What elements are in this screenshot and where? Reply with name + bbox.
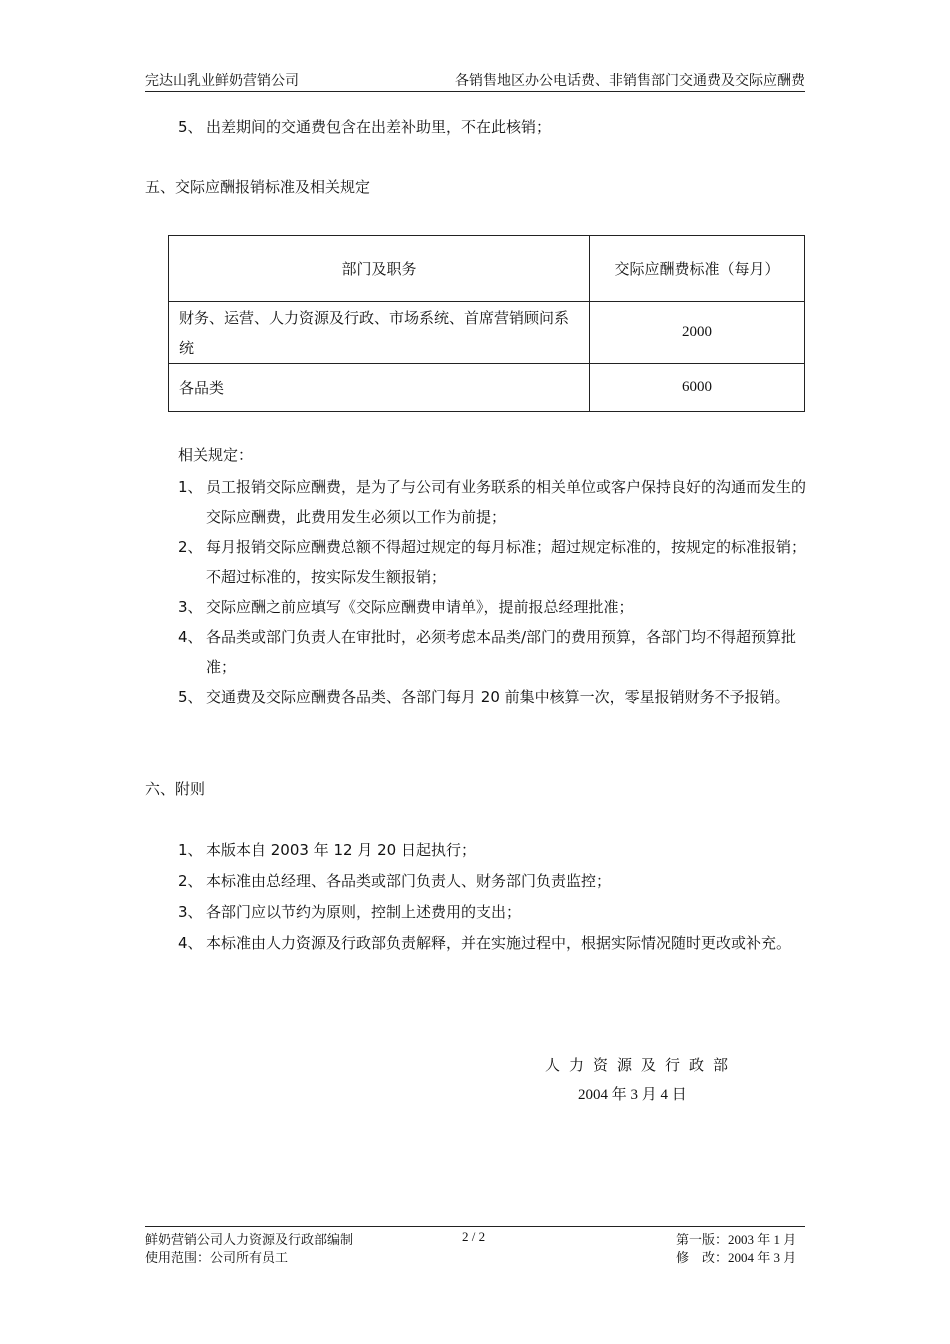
rule-number: 3、 — [178, 598, 203, 616]
table-header-dept: 部门及职务 — [169, 236, 590, 302]
table-cell-dept: 各品类 — [169, 364, 590, 412]
table-row — [169, 364, 805, 412]
entertainment-standard-table — [168, 235, 805, 412]
rule-text: 各品类或部门负责人在审批时，必须考虑本品类/部门的费用预算，各部门均不得超预算批准； — [206, 628, 797, 676]
footer-version: 第一版：2003 年 1 月 — [676, 1232, 797, 1247]
rule-number: 5、 — [178, 688, 203, 706]
appendix-item-number: 1、 — [178, 841, 203, 859]
footer-compiler: 鲜奶营销公司人力资源及行政部编制 — [145, 1232, 354, 1247]
header-rule — [145, 91, 805, 92]
table-row — [169, 302, 805, 364]
table-header-row — [169, 236, 805, 302]
rule-number: 2、 — [178, 538, 203, 556]
rule-number: 1、 — [178, 478, 203, 496]
appendix-item-text: 本标准由总经理、各品类或部门负责人、财务部门负责监控； — [206, 872, 612, 890]
rule-text: 交际应酬之前应填写《交际应酬费申请单》，提前报总经理批准； — [206, 598, 634, 616]
appendix-item-number: 2、 — [178, 872, 203, 890]
section6-title: 六、附则 — [145, 780, 206, 798]
rule-text: 每月报销交际应酬费总额不得超过规定的每月标准；超过规定标准的，按规定的标准报销；不超过标准的，按实际发生额报销； — [206, 538, 807, 586]
rule-text: 员工报销交际应酬费，是为了与公司有业务联系的相关单位或客户保持良好的沟通而发生的交际应酬费，此费用发生必须以工作为前提； — [206, 478, 807, 526]
header-company: 完达山乳业鲜奶营销公司 — [145, 74, 299, 89]
intro-item-number: 5、 — [178, 118, 203, 136]
appendix-item-text: 各部门应以节约为原则，控制上述费用的支出； — [206, 903, 522, 921]
appendix-item-number: 4、 — [178, 934, 203, 952]
rule-text: 交通费及交际应酬费各品类、各部门每月 20 前集中核算一次，零星报销财务不予报销。 — [206, 688, 790, 706]
footer-rule — [145, 1226, 805, 1227]
rules-title: 相关规定： — [178, 446, 254, 464]
intro-item-text: 出差期间的交通费包含在出差补助里，不在此核销； — [206, 118, 552, 136]
appendix-item-text: 本版本自 2003 年 12 月 20 日起执行； — [206, 841, 476, 859]
appendix-item-number: 3、 — [178, 903, 203, 921]
footer-revision: 修 改：2004 年 3 月 — [676, 1250, 797, 1265]
table-cell-dept: 财务、运营、人力资源及行政、市场系统、首席营销顾问系统 — [169, 302, 590, 364]
signature-department: 人力资源及行政部 — [545, 1056, 738, 1074]
rule-number: 4、 — [178, 628, 203, 646]
footer-scope: 使用范围：公司所有员工 — [145, 1250, 289, 1265]
header-doc-title: 各销售地区办公电话费、非销售部门交通费及交际应酬费 — [455, 73, 805, 89]
table-cell-amount: 6000 — [590, 364, 805, 412]
section5-title: 五、交际应酬报销标准及相关规定 — [145, 178, 371, 196]
table-header-amount: 交际应酬费标准（每月） — [590, 236, 805, 302]
appendix-item-text: 本标准由人力资源及行政部负责解释，并在实施过程中，根据实际情况随时更改或补充。 — [206, 934, 792, 952]
signature-date: 2004 年 3 月 4 日 — [578, 1087, 687, 1103]
footer-page-number: 2 / 2 — [462, 1229, 486, 1244]
table-cell-amount: 2000 — [590, 302, 805, 364]
